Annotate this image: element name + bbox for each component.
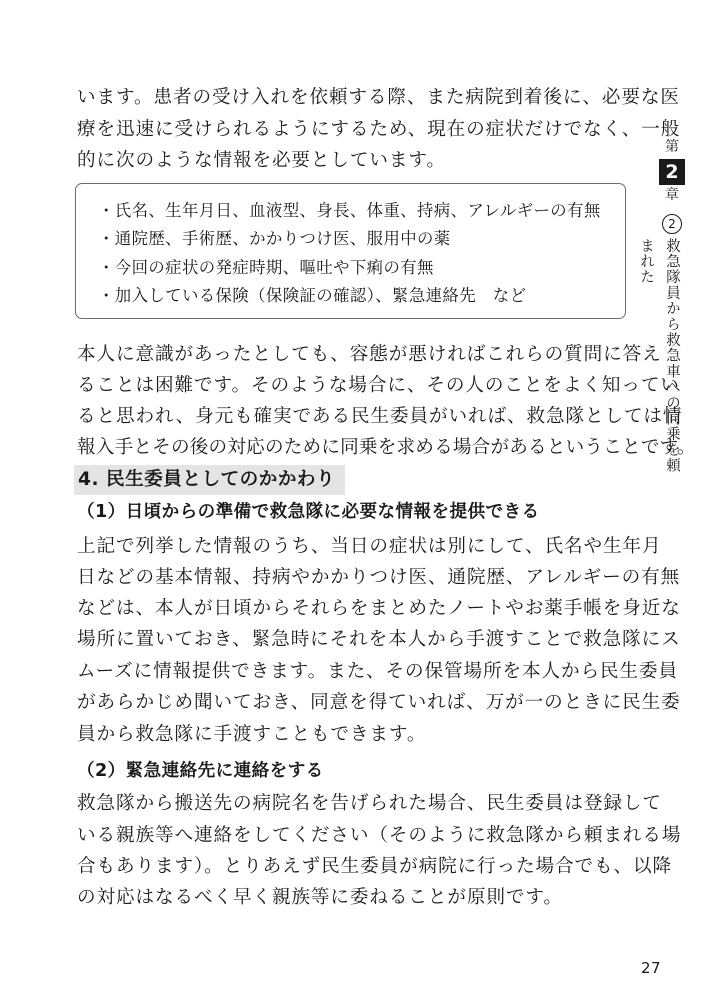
subsection-2-line-1: 救急隊から搬送先の病院名を告げられた場合、民生委員は登録して <box>77 793 662 814</box>
paragraph2-line-1: 本人に意識があったとしても、容態が悪ければこれらの質問に答え <box>77 344 662 365</box>
intro-line-2: 療を迅速に受けられるようにするため、現在の症状だけでなく、一般 <box>77 119 681 140</box>
info-item-history: ・通院歴、手術歴、かかりつけ医、服用中の薬 <box>98 229 451 248</box>
paragraph2-line-3: ると思われ、身元も確実である民生委員がいれば、救急隊としては情 <box>77 406 683 427</box>
subsection-1-line-2: 日などの基本情報、持病やかかりつけ医、通院歴、アレルギーの有無 <box>77 567 681 588</box>
chapter-number-badge: 2 <box>659 159 685 185</box>
section-number-circle: 2 <box>662 214 682 234</box>
subsection-1-heading: （1）日頃からの準備で救急隊に必要な情報を提供できる <box>77 502 540 522</box>
info-item-insurance: ・加入している保険（保険証の確認）、緊急連絡先 など <box>98 286 527 305</box>
paragraph2-line-4: 報入手とその後の対応のために同乗を求める場合があるということです。 <box>77 437 696 458</box>
section-title-vertical: 救急隊員から救急車への同乗を頼まれた <box>638 238 680 474</box>
chapter-suffix: 章 <box>665 187 679 203</box>
chapter-side-tab <box>638 128 689 488</box>
paragraph2-line-2: ることは困難です。そのような場合に、その人のことをよく知ってい <box>77 375 680 396</box>
subsection-1-line-1: 上記で列挙した情報のうち、当日の症状は別にして、氏名や生年月 <box>77 536 662 557</box>
subsection-2-line-3: 合もあります）。とりあえず民生委員が病院に行った場合でも、以降 <box>77 856 673 877</box>
section-heading: 4. 民生委員としてのかかわり <box>74 465 345 495</box>
intro-line-1: います。患者の受け入れを依頼する際、また病院到着後に、必要な医 <box>77 87 680 108</box>
info-item-symptoms: ・今回の症状の発症時期、嘔吐や下痢の有無 <box>98 258 434 277</box>
subsection-1-line-7: 員から救急隊に手渡すこともできます。 <box>77 724 427 745</box>
info-item-personal: ・氏名、生年月日、血液型、身長、体重、持病、アレルギーの有無 <box>98 201 601 220</box>
subsection-1-line-4: 場所に置いておき、緊急時にそれを本人から手渡すことで救急隊にス <box>77 629 681 650</box>
subsection-1-line-6: があらかじめ聞いておき、同意を得ていれば、万が一のときに民生委 <box>77 692 681 713</box>
subsection-1-line-3: などは、本人が日頃からそれらをまとめたノートやお薬手帳を身近な <box>77 598 681 619</box>
subsection-1-line-5: ムーズに情報提供できます。また、その保管場所を本人から民生委員 <box>77 661 678 682</box>
required-info-box <box>75 183 626 319</box>
subsection-2-line-4: の対応はなるべく早く親族等に委ねることが原則です。 <box>77 887 563 908</box>
subsection-2-heading: （2）緊急連絡先に連絡をする <box>77 761 324 781</box>
page-number: 27 <box>641 959 662 977</box>
intro-line-3: 的に次のような情報を必要としています。 <box>77 150 446 171</box>
subsection-2-line-2: いる親族等へ連絡をしてください（そのように救急隊から頼まれる場 <box>77 825 682 846</box>
chapter-prefix: 第 <box>665 139 679 155</box>
